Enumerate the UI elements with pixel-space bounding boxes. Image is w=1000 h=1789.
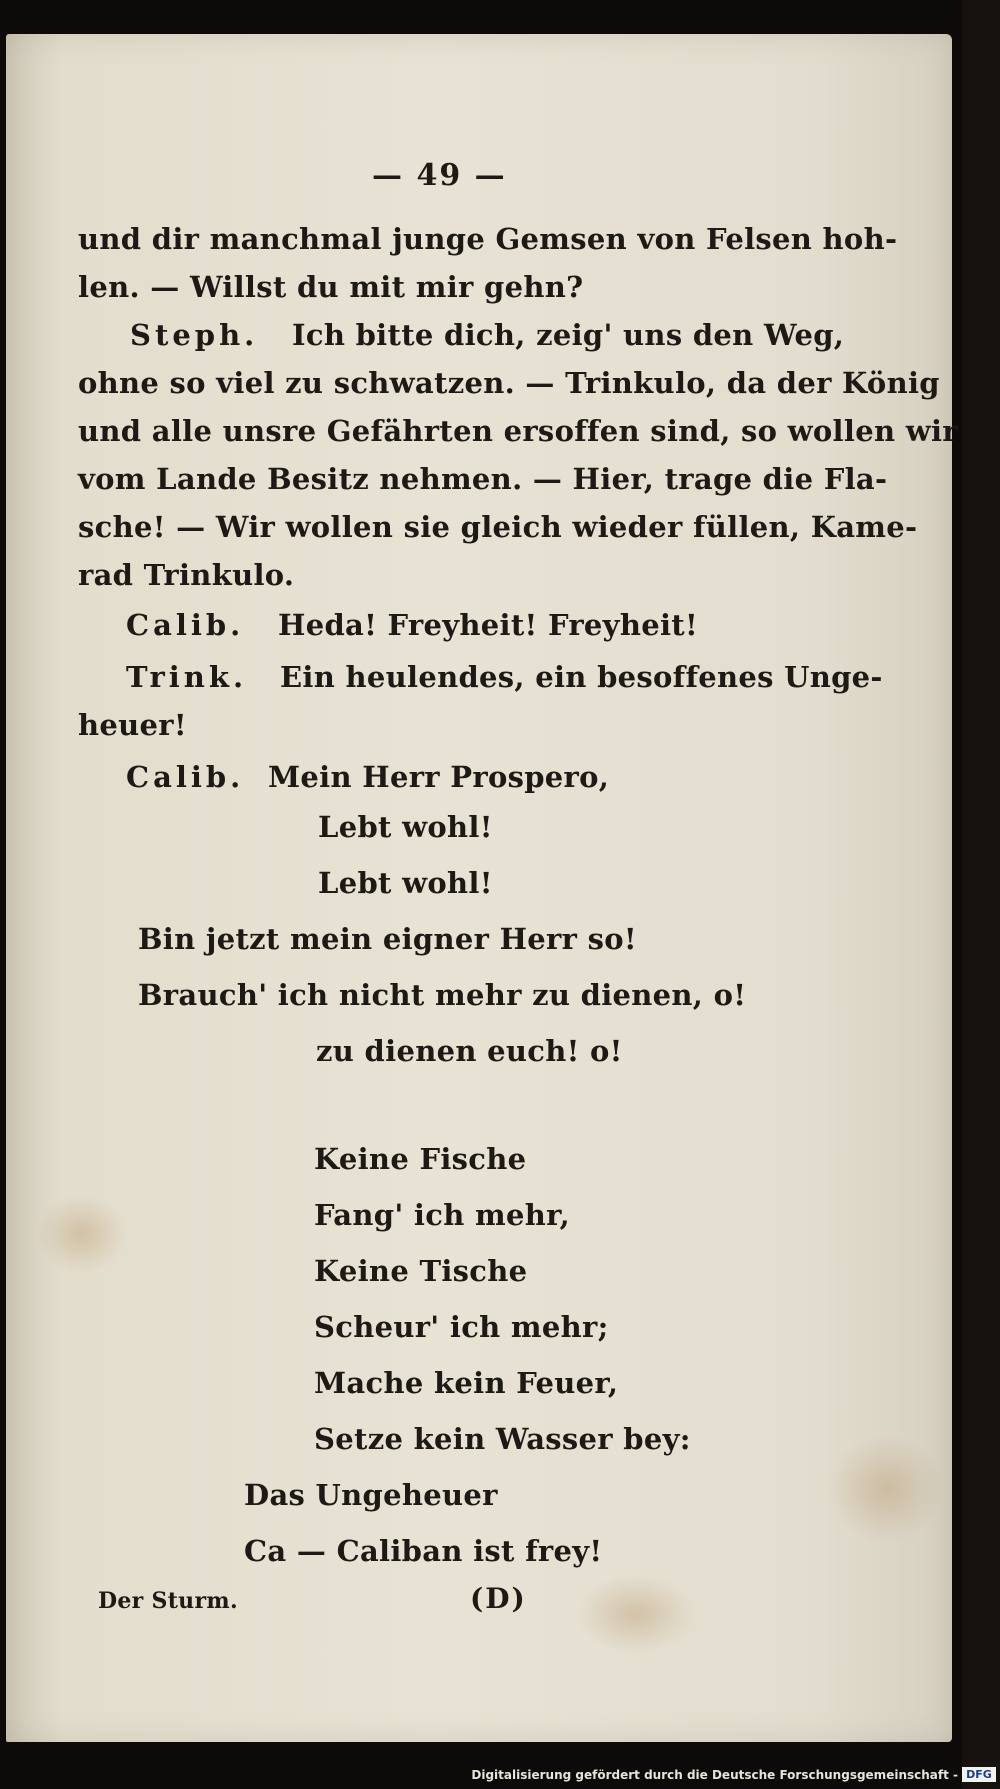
song-line: Bin jetzt mein eigner Herr so! — [138, 922, 637, 956]
text-line: Ein heulendes, ein besoffenes Unge- — [280, 660, 883, 694]
text-line: ohne so viel zu schwatzen. — Trinkulo, da der König — [78, 366, 940, 400]
text-line: Ich bitte dich, zeig' uns den Weg, — [292, 318, 845, 352]
text-line: Mein Herr Prospero, — [268, 760, 610, 794]
text-line: sche! — Wir wollen sie gleich wieder füllen, Kame- — [78, 510, 918, 544]
text-line: len. — Willst du mit mir gehn? — [78, 270, 584, 304]
song-line: Keine Fische — [314, 1142, 527, 1176]
scan-edge — [962, 0, 1000, 1789]
text-line: rad Trinkulo. — [78, 558, 295, 592]
speaker-label: Steph. — [130, 318, 259, 352]
footer-title: Der Sturm. — [98, 1588, 238, 1614]
song-line: Ca — Caliban ist frey! — [244, 1534, 603, 1568]
dfg-logo: DFG — [962, 1767, 996, 1782]
speaker-label: Calib. — [126, 760, 245, 794]
speaker-label: Trink. — [126, 660, 248, 694]
song-line: zu dienen euch! o! — [316, 1034, 623, 1068]
paper-stain — [826, 1434, 946, 1544]
song-line: Lebt wohl! — [318, 866, 493, 900]
song-line: Brauch' ich nicht mehr zu dienen, o! — [138, 978, 747, 1012]
song-line: Lebt wohl! — [318, 810, 493, 844]
signature-mark: (D) — [470, 1582, 527, 1615]
song-line: Scheur' ich mehr; — [314, 1310, 609, 1344]
song-line: Das Ungeheuer — [244, 1478, 498, 1512]
song-line: Mache kein Feuer, — [314, 1366, 619, 1400]
page-number: — 49 — — [372, 158, 507, 193]
text-line: vom Lande Besitz nehmen. — Hier, trage die Fla- — [78, 462, 888, 496]
paper-stain — [36, 1194, 126, 1274]
text-line: und dir manchmal junge Gemsen von Felsen hoh- — [78, 222, 898, 256]
song-line: Fang' ich mehr, — [314, 1198, 570, 1232]
text-line: und alle unsre Gefährten ersoffen sind, so wollen wir — [78, 414, 958, 448]
dfg-credit: Digitalisierung gefördert durch die Deutsche Forschungsgemeinschaft - — [471, 1768, 958, 1782]
song-line: Setze kein Wasser bey: — [314, 1422, 691, 1456]
paper-stain — [576, 1574, 696, 1654]
text-line: heuer! — [78, 708, 187, 742]
song-line: Keine Tische — [314, 1254, 528, 1288]
text-line: Heda! Freyheit! Freyheit! — [278, 608, 699, 642]
speaker-label: Calib. — [126, 608, 245, 642]
